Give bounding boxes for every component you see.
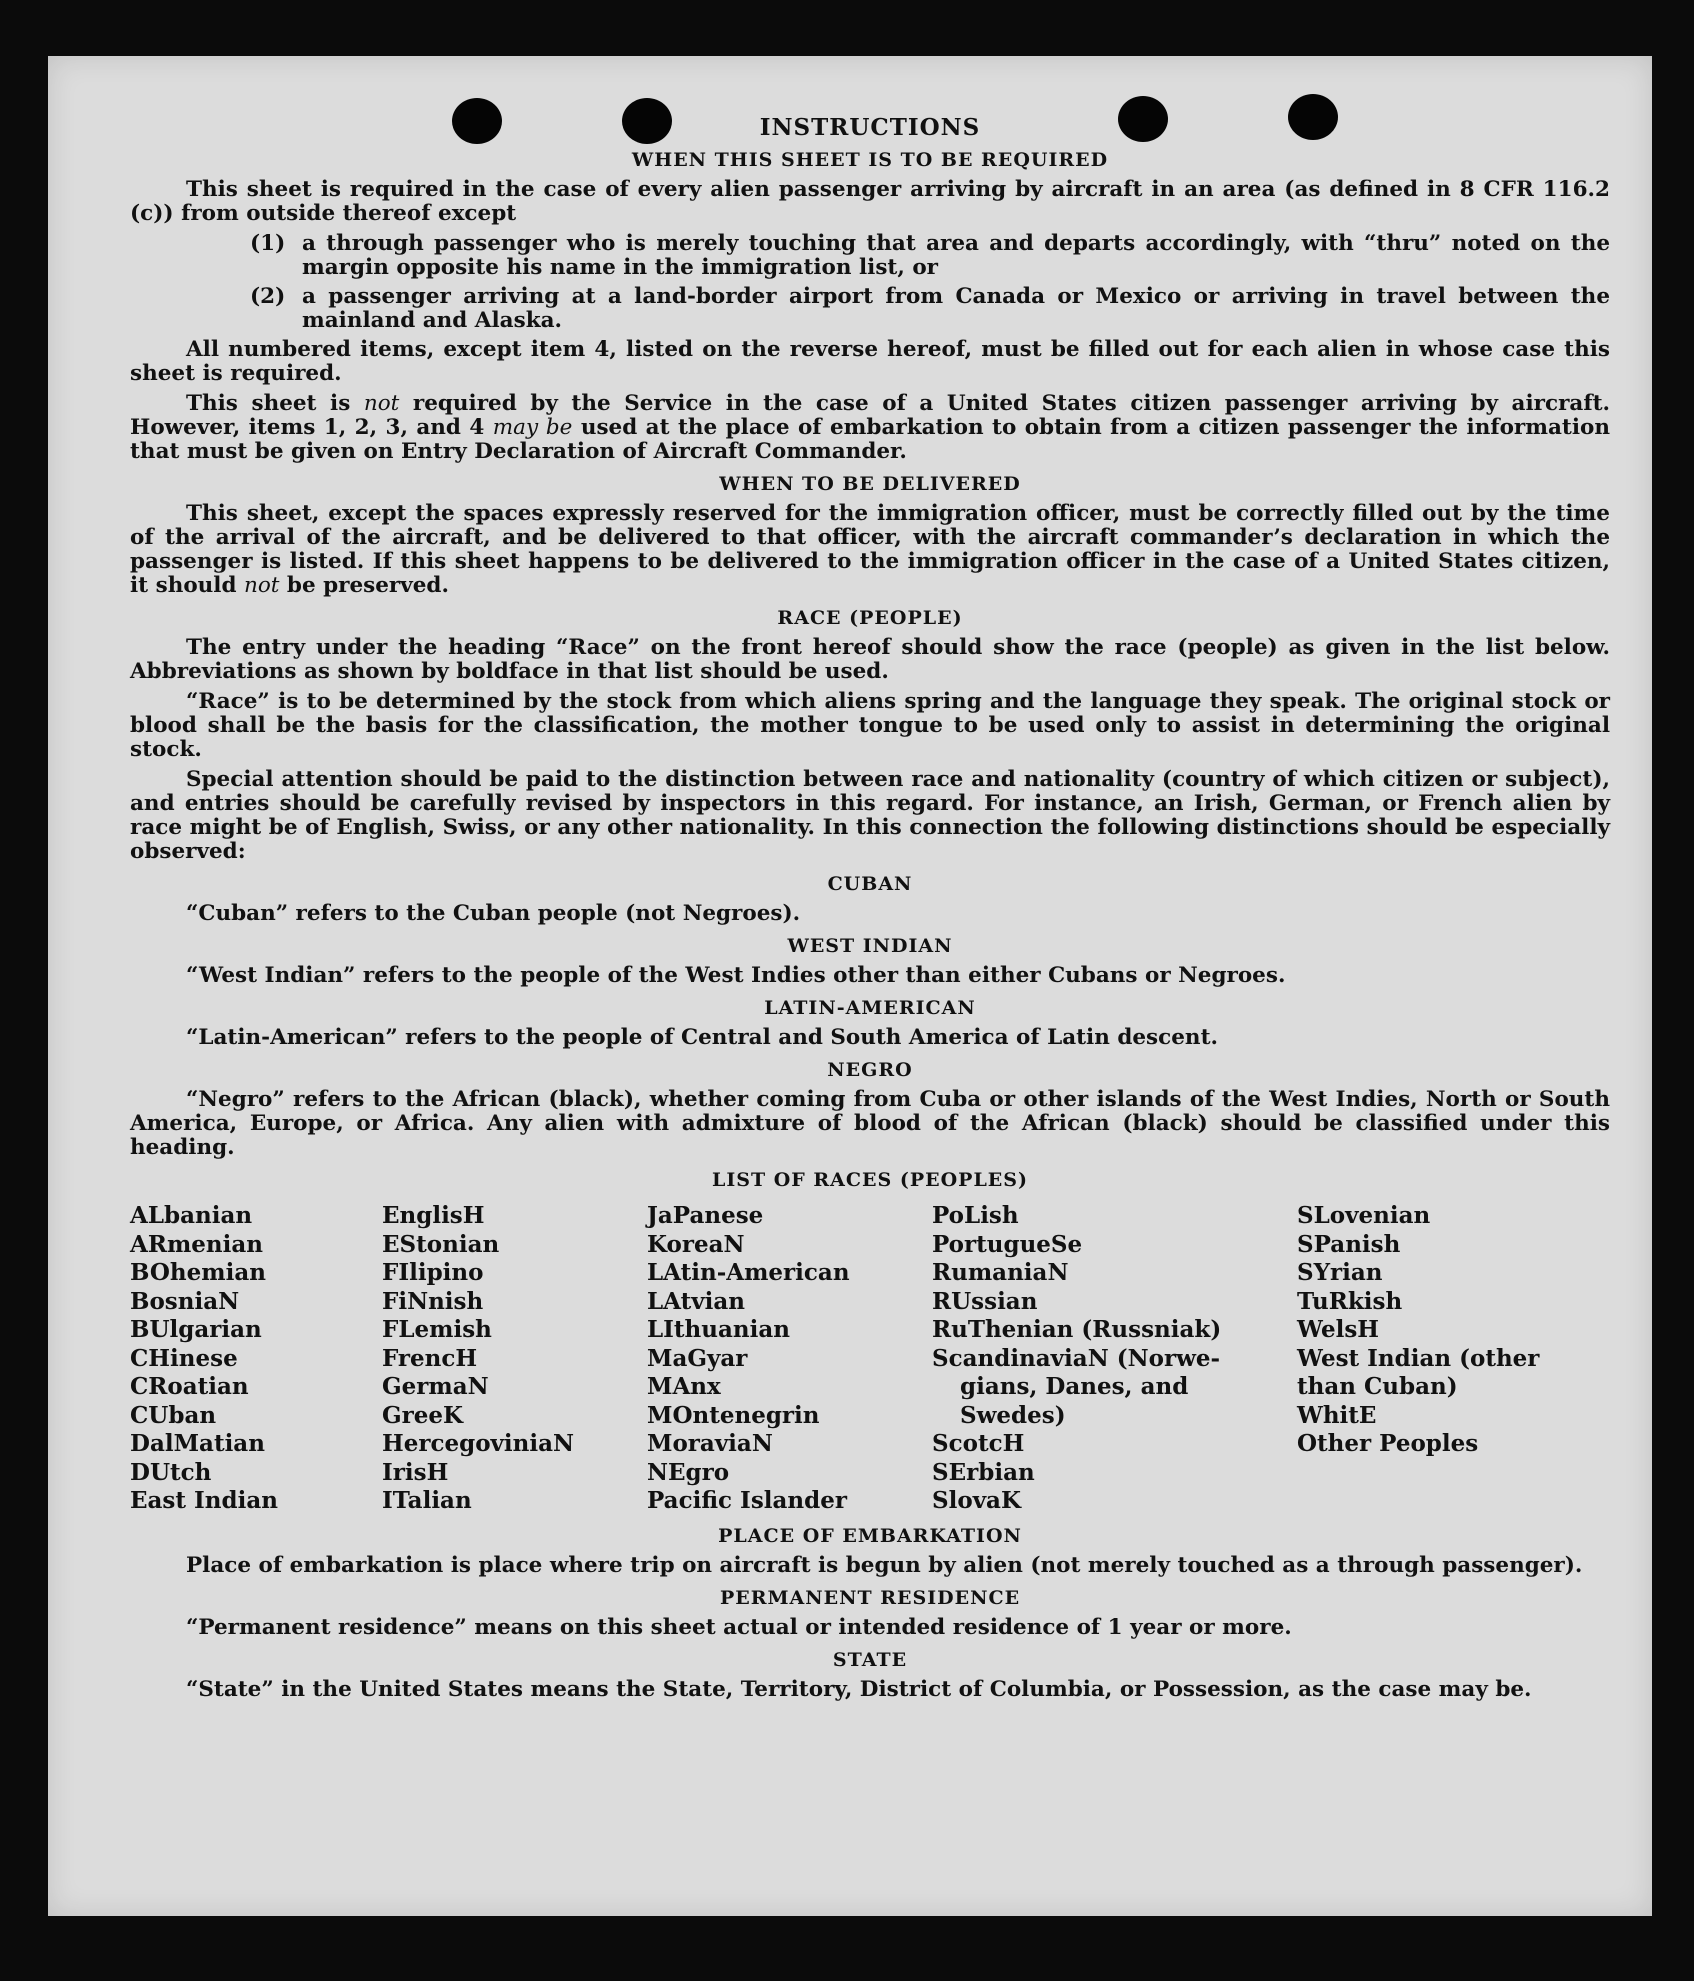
- race-entry: ARmenian: [130, 1230, 264, 1258]
- section-heading: WHEN THIS SHEET IS TO BE REQUIRED: [631, 149, 1109, 171]
- race-entry: KoreaN: [647, 1230, 745, 1258]
- race-entry-continued: Swedes): [960, 1401, 1066, 1429]
- paragraph: “West Indian” refers to the people of the West Indies other than either Cubans or Negroes.: [186, 963, 1286, 988]
- section-heading: PLACE OF EMBARKATION: [718, 1524, 1022, 1547]
- race-entry-continued: than Cuban): [1297, 1373, 1458, 1400]
- race-entry: West Indian (other: [1297, 1344, 1540, 1372]
- race-entry: IrisH: [382, 1458, 449, 1486]
- race-entry: MAnx: [647, 1373, 721, 1400]
- race-entry: MaGyar: [647, 1344, 748, 1372]
- section-heading: LATIN-AMERICAN: [764, 997, 976, 1019]
- race-entry: NEgro: [647, 1458, 730, 1486]
- race-entry: BUlgarian: [130, 1316, 262, 1343]
- race-entry: SErbian: [932, 1458, 1035, 1486]
- race-entry: EStonian: [382, 1230, 500, 1258]
- race-entry: Other Peoples: [1297, 1430, 1479, 1457]
- race-entry: FLemish: [382, 1316, 492, 1343]
- races-column: [1297, 1202, 1597, 1516]
- emphasis: not: [363, 391, 400, 416]
- race-entry: RUssian: [932, 1287, 1038, 1315]
- races-list: [130, 1202, 1610, 1516]
- race-entry-continued: gians, Danes, and: [960, 1373, 1189, 1400]
- race-entry: WelsH: [1297, 1316, 1380, 1343]
- paragraph: [130, 392, 1610, 464]
- section-heading: LIST OF RACES (PEOPLES): [712, 1169, 1028, 1191]
- list-item: [250, 285, 1610, 333]
- text-run: used at the place of embarkation to obtain from a citizen passenger the information that must be given on Entry Declaration of Aircraft Commander.: [130, 415, 1610, 464]
- race-entry: PoLish: [932, 1202, 1019, 1229]
- race-entry: TuRkish: [1297, 1287, 1403, 1315]
- race-entry: HercegoviniaN: [382, 1430, 575, 1457]
- text-run: This sheet, except the spaces expressly reserved for the immigration officer, must be correctly filled out by the time of the arrival of the aircraft, and be delivered to that officer, with the aircraft commander’s declaration in which the passenger is listed. If this sheet happens to be delivered to the immigration officer in the case of a United States citizen, it should: [130, 501, 1610, 598]
- text-run: required by the Service in the case of a United States citizen passenger arriving by aircraft. However, items 1, 2, 3, and 4: [130, 391, 1611, 440]
- race-entry: CUban: [130, 1401, 217, 1429]
- paragraph: The entry under the heading “Race” on the front hereof should show the race (people) as given in the list below. Abbreviations as shown by boldface in that list should be used.: [130, 635, 1610, 684]
- paragraph: Place of embarkation is place where trip on aircraft is begun by alien (not merely touched as a through passenger).: [186, 1552, 1583, 1578]
- page-title: INSTRUCTIONS: [759, 114, 981, 141]
- race-entry: SYrian: [1297, 1259, 1383, 1286]
- race-entry: DalMatian: [130, 1430, 265, 1457]
- section-heading: STATE: [832, 1648, 908, 1671]
- race-entry: FrencH: [382, 1344, 478, 1372]
- race-entry: JaPanese: [647, 1202, 764, 1229]
- race-entry: SlovaK: [932, 1487, 1021, 1514]
- race-entry: East Indian: [130, 1487, 278, 1514]
- paragraph: This sheet is required in the case of every alien passenger arriving by aircraft in an area (as defined in 8 CFR 116.2 (c)) from outside thereof except: [130, 177, 1610, 226]
- paragraph: “State” in the United States means the State, Territory, District of Columbia, or Possession, as the case may be.: [186, 1676, 1532, 1702]
- paragraph: Special attention should be paid to the distinction between race and nationality (country of which citizen or subject), and entries should be carefully revised by inspectors in this regard. For instance, an Irish, German, or French alien by race might be of English, Swiss, or any other nationality. In this connection the following distinctions should be especially observed:: [130, 767, 1610, 864]
- races-column: [647, 1202, 932, 1516]
- race-entry: PortugueSe: [932, 1230, 1083, 1258]
- race-entry: EnglisH: [382, 1202, 485, 1229]
- paragraph: “Latin-American” refers to the people of Central and South America of Latin descent.: [186, 1025, 1218, 1050]
- race-entry: BOhemian: [130, 1259, 266, 1286]
- race-entry: SPanish: [1297, 1230, 1401, 1258]
- race-entry: MOntenegrin: [647, 1401, 820, 1429]
- race-entry: RuThenian (Russniak): [932, 1316, 1222, 1343]
- race-entry: FiNnish: [382, 1287, 484, 1315]
- list-item: [250, 232, 1610, 280]
- race-entry: LAtin-American: [647, 1259, 850, 1286]
- paragraph: “Cuban” refers to the Cuban people (not Negroes).: [186, 901, 801, 926]
- section-heading: PERMANENT RESIDENCE: [719, 1586, 1021, 1609]
- race-entry: BosniaN: [130, 1287, 240, 1315]
- races-column: [382, 1202, 647, 1516]
- section-heading: WEST INDIAN: [787, 935, 953, 957]
- item-number: (1): [250, 231, 286, 256]
- section-heading: WHEN TO BE DELIVERED: [719, 473, 1021, 495]
- race-entry: CRoatian: [130, 1373, 249, 1400]
- race-entry: ScandinaviaN (Norwe-: [932, 1344, 1221, 1372]
- race-entry: WhitE: [1297, 1401, 1377, 1429]
- section-heading: CUBAN: [827, 873, 913, 895]
- race-entry: LIthuanian: [647, 1316, 790, 1343]
- instructions-body: [130, 116, 1610, 1708]
- race-entry: CHinese: [130, 1344, 238, 1372]
- section-heading: NEGRO: [827, 1059, 913, 1081]
- emphasis: not: [243, 573, 280, 598]
- paragraph: “Negro” refers to the African (black), whether coming from Cuba or other islands of the West Indies, North or South America, Europe, or Africa. Any alien with admixture of blood of the African (black) should be classified under this heading.: [130, 1087, 1610, 1160]
- races-column: [130, 1202, 382, 1516]
- race-entry: DUtch: [130, 1458, 212, 1486]
- race-entry: ITalian: [382, 1487, 472, 1514]
- race-entry: MoraviaN: [647, 1430, 773, 1457]
- race-entry: LAtvian: [647, 1287, 745, 1315]
- race-entry: Pacific Islander: [647, 1487, 847, 1514]
- text-run: be preserved.: [279, 573, 449, 598]
- section-heading: RACE (PEOPLE): [777, 607, 963, 629]
- paragraph: “Permanent residence” means on this sheet actual or intended residence of 1 year or more.: [186, 1614, 1292, 1640]
- emphasis: may be: [492, 415, 573, 440]
- paragraph: “Race” is to be determined by the stock from which aliens spring and the language they speak. The original stock or blood shall be the basis for the classification, the mother tongue to be used only to assist in determining the original stock.: [130, 689, 1610, 762]
- item-number: (2): [250, 284, 286, 309]
- paragraph: [130, 502, 1610, 598]
- document-page: [48, 56, 1652, 1916]
- race-entry: FIlipino: [382, 1259, 484, 1286]
- paragraph: All numbered items, except item 4, listed on the reverse hereof, must be filled out for each alien in whose case this sheet is required.: [130, 337, 1610, 386]
- item-text: a through passenger who is merely touching that area and departs accordingly, with “thru” noted on the margin opposite his name in the immigration list, or: [302, 231, 1610, 280]
- text-run: This sheet is: [186, 391, 364, 416]
- race-entry: RumaniaN: [932, 1259, 1069, 1286]
- race-entry: ALbanian: [130, 1202, 253, 1229]
- race-entry: SLovenian: [1297, 1202, 1431, 1229]
- races-column: [932, 1202, 1297, 1516]
- race-entry: GreeK: [382, 1401, 464, 1429]
- race-entry: ScotcH: [932, 1430, 1025, 1457]
- race-entry: GermaN: [382, 1373, 489, 1400]
- item-text: a passenger arriving at a land-border airport from Canada or Mexico or arriving in travel between the mainland and Alaska.: [302, 284, 1610, 333]
